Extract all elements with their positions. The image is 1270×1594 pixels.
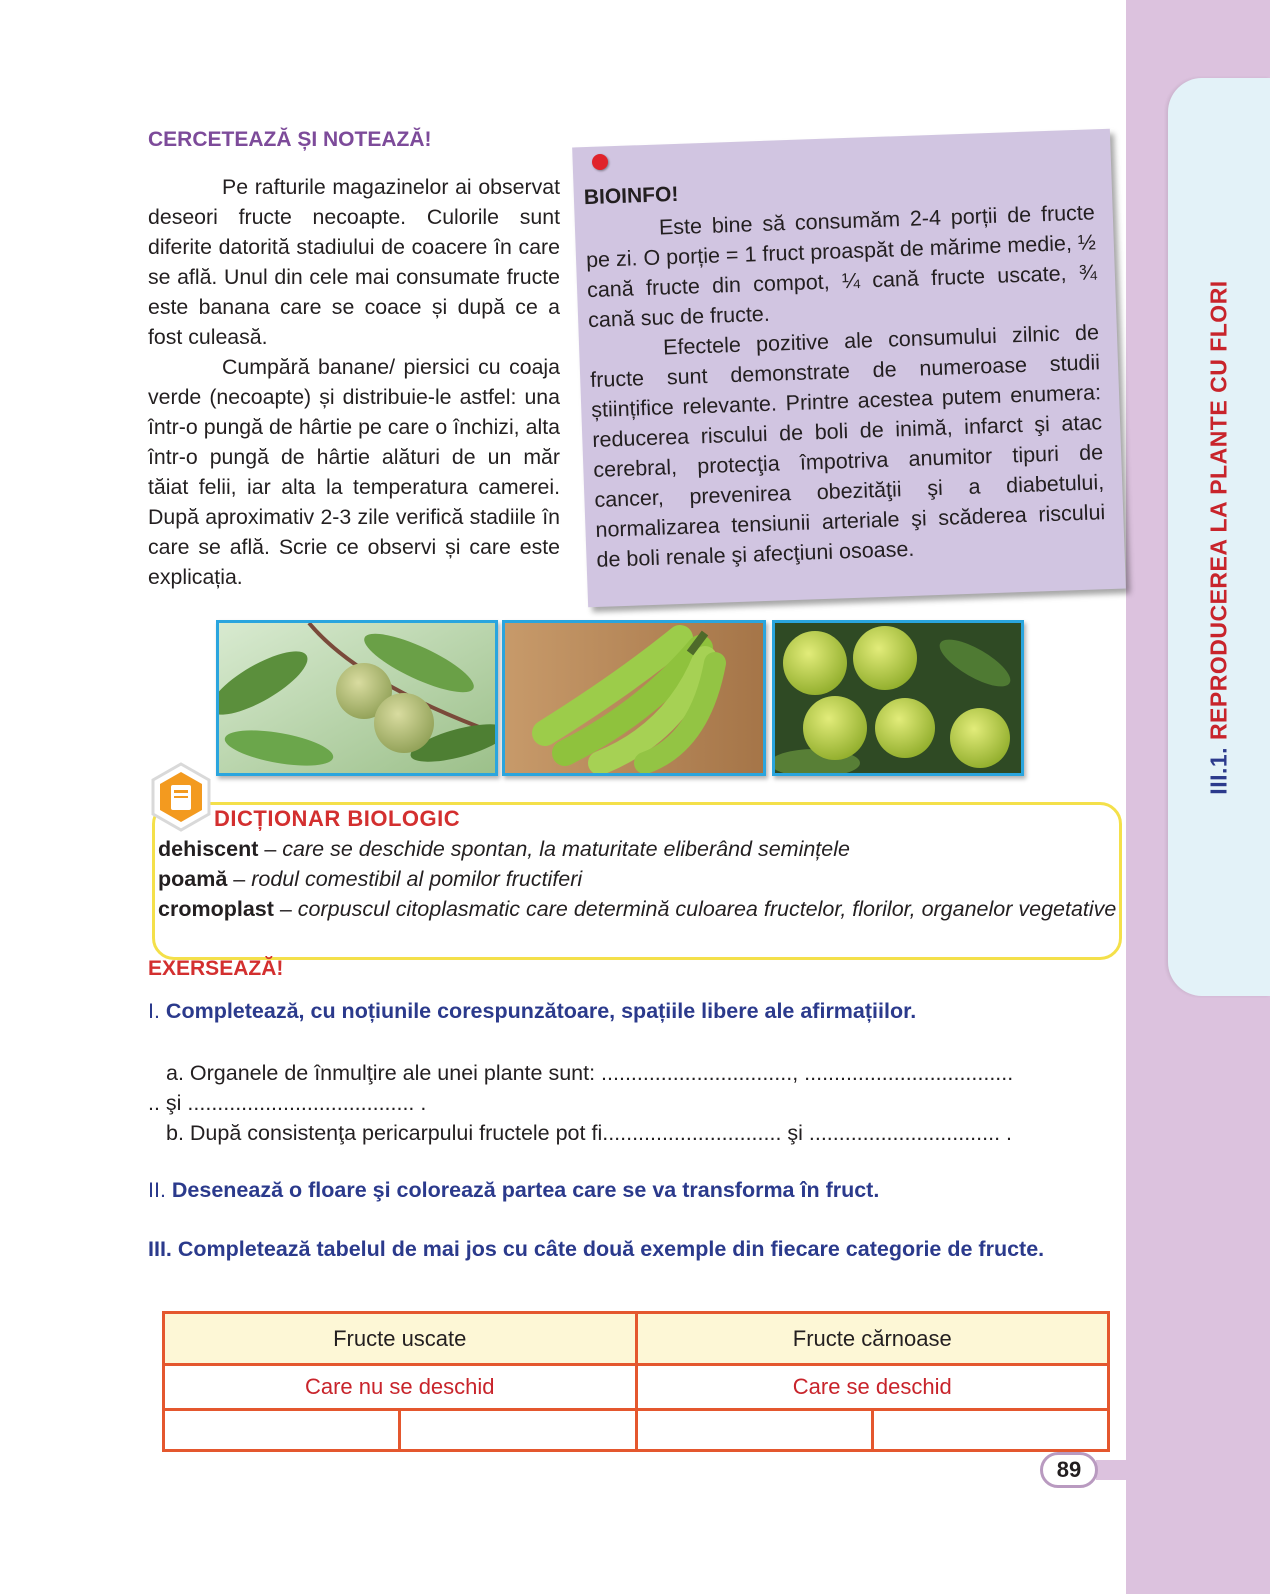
banana-photo: [502, 620, 766, 776]
page-number: 89: [1040, 1452, 1098, 1488]
question-1: I. Completează, cu noțiunile corespunzătoare, spațiile libere ale afirmațiilor.: [148, 999, 917, 1023]
research-paragraph-1: Pe rafturile magazinelor ai observat deseori fructe necoapte. Culorile sunt diferite datorită stadiului de coacere în care se află. Unul din cele mai consumate fructe este banana care se coace și după ce a fost culeasă.: [148, 175, 560, 349]
dictionary-entries: [158, 834, 1118, 924]
table-cell-empty[interactable]: [400, 1410, 636, 1451]
table-cell-empty[interactable]: [164, 1410, 400, 1451]
research-text: [148, 172, 560, 592]
table-cell-empty[interactable]: [636, 1410, 872, 1451]
table-sub-indehiscent: Care nu se deschid: [164, 1365, 637, 1410]
research-paragraph-2: Cumpără banane/ piersici cu coaja verde (necoapte) și distribuie-le astfel: una într-o pungă de hârtie pe care o închizi, alta într-o pungă de hârtie alături de un măr tăiat felii, iar alta la temperatura camerei. După aproximativ 2-3 zile verifică stadiile în care se află. Scrie ce observi și care este explicația.: [148, 355, 560, 589]
orange-photo: [772, 620, 1024, 776]
table-header-fleshy: Fructe cărnoase: [636, 1313, 1109, 1365]
chapter-title: [1168, 78, 1270, 996]
dictionary-entry: dehiscent – care se deschide spontan, la maturitate eliberând semințele: [158, 837, 850, 861]
exercise-heading: EXERSEAZĂ!: [148, 957, 284, 980]
question-3: III. Completează tabelul de mai jos cu câte două exemple din fiecare categorie de fructe.: [148, 1237, 1045, 1261]
table-sub-dehiscent: Care se deschid: [636, 1365, 1109, 1410]
fruit-table: [162, 1311, 1110, 1452]
dictionary-entry: cromoplast – corpuscul citoplasmatic care determină culoarea fructelor, florilor, organelor vegetative: [158, 897, 1117, 921]
chapter-number: III.1.: [1205, 746, 1232, 795]
question-2: II. Desenează o floare şi colorează partea care se va transforma în fruct.: [148, 1178, 880, 1202]
bioinfo-paragraph-1: Este bine să consumăm 2-4 porții de fructe pe zi. O porție = 1 fruct proaspăt de mărime medie, ½ cană fructe din compot, ¼ cană fructe uscate, ¾ cană suc de fructe.: [585, 200, 1098, 333]
peach-photo: [216, 620, 498, 776]
research-heading: CERCETEAZĂ ȘI NOTEAZĂ!: [148, 128, 432, 151]
chapter-name: REPRODUCEREA LA PLANTE CU FLORI: [1205, 279, 1232, 740]
bioinfo-paragraph-2: Efectele pozitive ale consumului zilnic de fructe sunt demonstrate de numeroase studii științifice relevante. Printre acestea putem enumera: reducerea riscului de boli de inimă, infarct şi atac cerebral, protecţia împotriva anumitor tipuri de cancer, prevenirea obezităţii şi a diabetului, normalizarea tensiunii arteriale şi scăderea riscului de boli renale şi afecţiuni osoase.: [589, 320, 1106, 572]
page-number-tab: [1096, 1460, 1136, 1480]
book-icon: [150, 762, 212, 832]
dictionary-title: DICȚIONAR BIOLOGIC: [214, 806, 461, 831]
exercise-a-line-1: a. Organele de înmulţire ale unei plante sunt: ................................, ...................................: [166, 1061, 1014, 1085]
table-cell-empty[interactable]: [872, 1410, 1108, 1451]
bioinfo-title: BIOINFO!: [583, 182, 679, 210]
dictionary-entry: poamă – rodul comestibil al pomilor fructiferi: [158, 867, 583, 891]
exercise-b-line: b. După consistenţa pericarpului fructele pot fi.............................. şi ................................ .: [166, 1121, 1012, 1145]
pin-icon: [592, 154, 608, 170]
table-header-dry: Fructe uscate: [164, 1313, 637, 1365]
bioinfo-note: [572, 129, 1126, 607]
exercise-a-line-2: .. şi ...................................... .: [148, 1091, 427, 1115]
